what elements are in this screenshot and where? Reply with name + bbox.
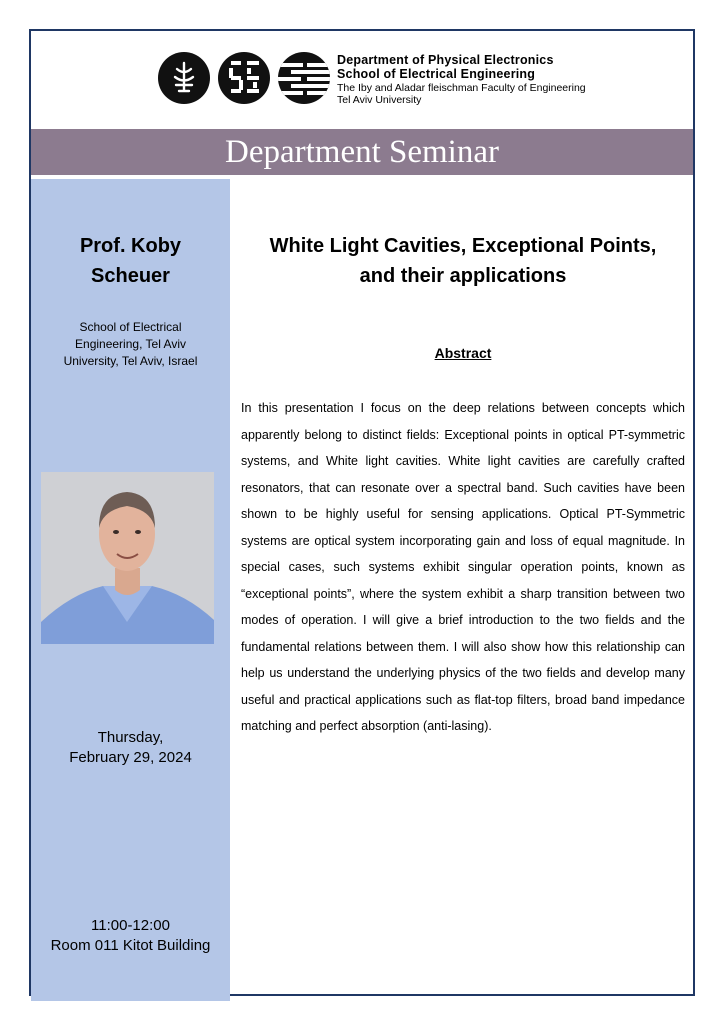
speaker-affiliation [41,319,220,370]
logo-group [157,49,331,107]
seminar-date [31,728,230,768]
seminar-time: 11:00-12:00 [91,917,170,934]
abstract-heading: Abstract [434,345,492,361]
talk-title [241,231,685,291]
talk-title-line2: and their applications [359,265,567,287]
seminar-time-location [31,916,230,956]
speaker-name [31,231,230,291]
university-name: Tel Aviv University [337,93,422,106]
speaker-photo [41,472,214,644]
seminar-day: Thursday, [97,729,164,746]
affiliation-line1: School of Electrical [79,320,182,334]
department-name: Department of Physical Electronics [337,53,554,67]
speaker-name-line1: Prof. Koby [79,235,182,257]
speaker-portrait-icon [41,472,214,644]
seminar-full-date: February 29, 2024 [69,749,192,766]
poster-frame [29,29,695,996]
header [31,31,693,129]
school-ee-logo-icon [217,51,271,105]
affiliation-line2: Engineering, Tel Aviv [75,337,186,351]
talk-title-line1: White Light Cavities, Exceptional Points, [269,235,657,257]
faculty-name: The Iby and Aladar fleischman Faculty of Engineering [337,81,586,94]
speaker-sidebar [31,179,230,1001]
abstract-text: In this presentation I focus on the deep relations between concepts which apparently belong to distinct fields: Exceptional points in optical PT-symmetric systems, and White light cavities. White light cavities are carefully crafted resonators, that can resonate over a spectral band. Such cavities have been shown to be highly useful for sensing applications. Optical PT-Symmetric systems are optical system incorporating gain and loss of equal magnitude. In special cases, such systems exhibit singular operation points, known as “exceptional points”, where the system exhibit a sharp transition between two modes of operation. I will give a brief introduction to the two fields and the fundamental relations between them. I will also show how this relationship can help us understand the underlying physics of the two fields and develop many useful and practical applications such as flat-top filters, broad band impedance matching and perfect absorption (anti-lasing). [241,401,685,733]
speaker-name-line2: Scheuer [91,265,170,287]
tau-emblem-icon [157,51,211,105]
seminar-room: Room 011 Kitot Building [50,937,211,954]
department-heading [337,53,586,106]
affiliation-line3: University, Tel Aviv, Israel [63,354,198,368]
school-name: School of Electrical Engineering [337,67,536,82]
seminar-banner: Department Seminar [31,129,693,175]
physical-electronics-logo-icon [277,51,331,105]
